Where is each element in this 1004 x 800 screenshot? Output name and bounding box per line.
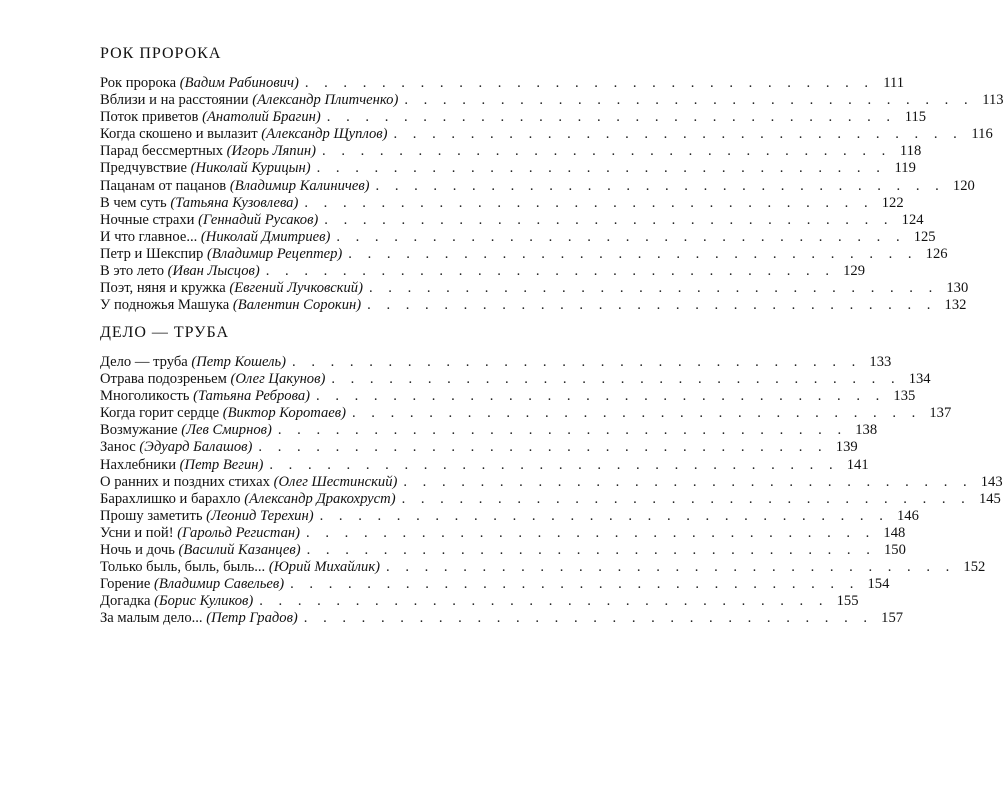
paren-close: ) [292, 610, 298, 627]
entry-text [100, 195, 298, 212]
paren-close: ) [313, 211, 319, 228]
page-number: 130 [946, 280, 969, 297]
entry-title: О ранних и поздних стихах [100, 473, 270, 490]
toc-entry [100, 456, 869, 474]
paren-open: ( [189, 388, 198, 405]
paren-open: ( [177, 422, 187, 439]
entry-text [100, 280, 363, 297]
page-number: 129 [843, 263, 865, 280]
entry-title: Ночные страхи [100, 211, 195, 228]
entry-author: Петр Градов [211, 610, 293, 627]
toc-entry [100, 610, 904, 627]
page-number: 125 [913, 228, 936, 245]
entry-author: Вадим Рабинович [184, 75, 294, 91]
paren-close: ) [337, 245, 343, 262]
paren-close: ) [364, 177, 370, 194]
entry-title: Барахлишко и барахло [100, 490, 241, 507]
dot-leader: . . . . . . . . . . . . . . . . . . . . . . . . . . . . . . [292, 354, 862, 370]
entry-text [100, 542, 301, 559]
paren-open: ( [225, 280, 235, 297]
paren-close: ) [293, 75, 299, 91]
page-number: 143 [980, 473, 1003, 490]
entry-text [100, 75, 299, 92]
paren-close: ) [295, 524, 301, 541]
entry-author: Александр Плитченко [257, 92, 394, 109]
toc-entry [100, 228, 936, 246]
page-number: 154 [867, 576, 890, 593]
entry-author: Александр Щуплов [266, 126, 383, 143]
page-number: 139 [835, 439, 858, 456]
dot-leader: . . . . . . . . . . . . . . . . . . . . . . . . . . . . . . [324, 211, 894, 228]
paren-open: ( [135, 439, 145, 456]
paren-open: ( [166, 194, 176, 211]
entry-title: Когда скошено и вылазит [100, 126, 258, 143]
dot-leader: . . . . . . . . . . . . . . . . . . . . . . . . . . . . . . [316, 388, 886, 405]
page-number: 146 [896, 507, 919, 524]
entry-title: В чем суть [100, 194, 167, 211]
toc-entry [100, 143, 922, 160]
entry-title: Дело — труба [100, 354, 188, 370]
paren-close: ) [325, 228, 331, 245]
paren-open: ( [187, 160, 196, 177]
paren-open: ( [257, 126, 267, 143]
entry-title: Ночь и дочь [100, 542, 175, 559]
dot-leader: . . . . . . . . . . . . . . . . . . . . . . . . . . . . . . [290, 576, 860, 593]
toc-entry [100, 160, 916, 177]
toc-entry [100, 75, 905, 92]
paren-open: ( [202, 507, 212, 524]
entry-author: Юрий Михайлик [273, 559, 376, 576]
entry-title: Парад бессмертных [100, 143, 223, 160]
paren-close: ) [392, 473, 398, 490]
entry-title: Возмужание [100, 422, 178, 439]
toc-entry [100, 524, 906, 542]
entry-author: Петр Кошель [196, 354, 282, 370]
page-number: 119 [894, 160, 916, 177]
entry-title: Пацанам от пацанов [100, 177, 227, 194]
dot-leader: . . . . . . . . . . . . . . . . . . . . . . . . . . . . . . [404, 92, 974, 109]
dot-leader: . . . . . . . . . . . . . . . . . . . . . . . . . . . . . . [258, 439, 828, 456]
paren-open: ( [226, 371, 236, 388]
paren-open: ( [203, 245, 212, 262]
toc-entry [100, 92, 1004, 109]
page-number: 137 [929, 405, 952, 422]
dot-leader: . . . . . . . . . . . . . . . . . . . . . . . . . . . . . . [352, 405, 922, 422]
paren-open: ( [265, 559, 274, 576]
page-number: 113 [982, 92, 1004, 109]
paren-open: ( [176, 75, 185, 91]
entry-title: Горение [100, 576, 151, 593]
page-number: 133 [869, 354, 892, 370]
entry-author: Геннадий Русаков [202, 211, 314, 228]
toc-entry [100, 405, 952, 422]
paren-close: ) [281, 354, 287, 370]
entry-author: Игорь Ляпин [231, 143, 312, 160]
entry-text [100, 508, 314, 525]
dot-leader: . . . . . . . . . . . . . . . . . . . . . . . . . . . . . . [304, 194, 874, 211]
toc-entry [100, 109, 927, 126]
entry-author: Борис Куликов [159, 593, 249, 610]
toc-entry [100, 354, 892, 371]
dot-leader: . . . . . . . . . . . . . . . . . . . . . . . . . . . . . . [348, 245, 918, 262]
entry-text [100, 212, 318, 229]
toc-entry [100, 388, 916, 405]
paren-close: ) [293, 194, 299, 211]
page-number: 155 [836, 593, 859, 610]
entry-text [100, 160, 311, 177]
page-number: 152 [963, 559, 986, 576]
entry-title: Вблизи и на расстоянии [100, 92, 249, 109]
entry-text [100, 229, 330, 246]
entry-author: Владимир Калиничев [234, 177, 365, 194]
entry-text [100, 371, 325, 388]
entry-title: Догадка [100, 593, 151, 610]
toc-entry [100, 439, 858, 456]
paren-close: ) [305, 388, 311, 405]
entry-title: Петр и Шекспир [100, 245, 204, 262]
paren-open: ( [150, 593, 160, 610]
entry-text [100, 246, 342, 263]
entry-title: Многоликость [100, 388, 190, 405]
paren-close: ) [279, 576, 285, 593]
page-number: 120 [952, 177, 975, 194]
entry-text [100, 439, 252, 456]
paren-close: ) [341, 405, 346, 422]
entry-text [100, 143, 316, 160]
paren-open: ( [197, 228, 206, 245]
toc-entry [100, 559, 986, 576]
entry-author: Николай Дмитриев [205, 228, 326, 245]
entry-author: Валентин Сорокин [237, 297, 357, 314]
entry-title: За малым дело... [100, 610, 203, 627]
paren-close: ) [382, 126, 388, 143]
paren-open: ( [194, 211, 203, 228]
dot-leader: . . . . . . . . . . . . . . . . . . . . . . . . . . . . . . [375, 177, 945, 194]
section-delo-truba [100, 323, 1003, 628]
page-number: 111 [883, 75, 905, 91]
dot-leader: . . . . . . . . . . . . . . . . . . . . . . . . . . . . . . [331, 371, 901, 388]
entry-title: Занос [100, 439, 136, 456]
entry-author: Лев Смирнов [186, 422, 267, 439]
paren-open: ( [226, 177, 235, 194]
dot-leader: . . . . . . . . . . . . . . . . . . . . . . . . . . . . . . [269, 456, 839, 473]
entry-title: И что главное... [100, 228, 198, 245]
paren-close: ) [358, 280, 363, 297]
entry-author: Николай Курицын [195, 160, 306, 177]
page-number: 150 [883, 542, 906, 559]
toc-entry [100, 177, 975, 195]
paren-close: ) [375, 559, 381, 576]
page-number: 122 [881, 194, 904, 211]
entry-author: Олег Шестинский [278, 473, 393, 490]
section-rok-proroka [100, 44, 1004, 314]
toc-entry [100, 507, 919, 525]
entry-author: Евгений Лучковский [234, 280, 359, 297]
toc-entry [100, 211, 924, 229]
paren-close: ) [308, 507, 314, 524]
entry-text [100, 422, 272, 439]
entry-author: Владимир Савельев [158, 576, 280, 593]
dot-leader: . . . . . . . . . . . . . . . . . . . . . . . . . . . . . . [322, 143, 892, 160]
dot-leader: . . . . . . . . . . . . . . . . . . . . . . . . . . . . . . [259, 593, 829, 610]
paren-open: ( [219, 405, 228, 422]
page-number: 115 [904, 109, 927, 126]
toc-entry [100, 576, 890, 593]
entry-title: Поэт, няня и кружка [100, 280, 226, 297]
page-number: 134 [908, 371, 931, 388]
toc-list [100, 75, 1004, 314]
entry-title: Предчувствие [100, 160, 188, 177]
page-number: 132 [944, 297, 967, 314]
entry-title: Когда горит сердце [100, 405, 220, 422]
paren-open: ( [198, 109, 207, 126]
paren-close: ) [247, 439, 253, 456]
entry-title: Прошу заметить [100, 507, 203, 524]
paren-open: ( [174, 542, 184, 559]
toc-entry [100, 593, 859, 610]
entry-author: Анатолий Брагин [206, 109, 316, 126]
dot-leader: . . . . . . . . . . . . . . . . . . . . . . . . . . . . . . [306, 524, 876, 541]
page-number: 118 [899, 143, 922, 160]
entry-author: Петр Вегин [184, 456, 259, 473]
entry-text [100, 610, 298, 627]
entry-author: Татьяна Кузовлева [175, 194, 294, 211]
paren-open: ( [173, 524, 183, 541]
dot-leader: . . . . . . . . . . . . . . . . . . . . . . . . . . . . . . [393, 126, 963, 143]
page-number: 141 [846, 456, 869, 473]
entry-title: Отрава подозреньем [100, 371, 227, 388]
toc-entry [100, 280, 969, 297]
entry-title: В это лето [100, 263, 165, 280]
toc-entry [100, 194, 904, 212]
toc-entry [100, 542, 906, 559]
toc-entry [100, 371, 931, 388]
dot-leader: . . . . . . . . . . . . . . . . . . . . . . . . . . . . . . [319, 507, 889, 524]
toc-entry [100, 263, 865, 280]
paren-close: ) [311, 143, 317, 160]
entry-author: Татьяна Реброва [197, 388, 306, 405]
entry-title: Рок пророка [100, 75, 177, 91]
dot-leader: . . . . . . . . . . . . . . . . . . . . . . . . . . . . . . [368, 280, 939, 297]
entry-text [100, 388, 310, 405]
dot-leader: . . . . . . . . . . . . . . . . . . . . . . . . . . . . . . [386, 559, 956, 576]
paren-close: ) [254, 263, 260, 280]
entry-text [100, 576, 284, 593]
entry-author: Виктор Коротаев [227, 405, 342, 422]
paren-open: ( [248, 92, 258, 109]
toc-entry [100, 126, 993, 143]
paren-close: ) [248, 593, 254, 610]
paren-close: ) [390, 490, 396, 507]
toc-entry [100, 297, 967, 314]
entry-author: Гарольд Регистан [182, 524, 296, 541]
entry-title: У подножья Машука [100, 297, 230, 314]
page-number: 148 [883, 524, 906, 541]
entry-author: Василий Казанцев [183, 542, 296, 559]
dot-leader: . . . . . . . . . . . . . . . . . . . . . . . . . . . . . . [277, 422, 848, 439]
paren-open: ( [202, 610, 212, 627]
paren-close: ) [320, 371, 326, 388]
paren-open: ( [269, 473, 279, 490]
entry-author: Иван Лысцов [172, 263, 255, 280]
paren-open: ( [176, 456, 185, 473]
page-number: 157 [881, 610, 904, 627]
entry-text [100, 559, 380, 576]
toc-entry [100, 422, 878, 439]
entry-title: Нахлебники [100, 456, 177, 473]
dot-leader: . . . . . . . . . . . . . . . . . . . . . . . . . . . . . . [316, 160, 886, 177]
entry-text [100, 593, 253, 610]
entry-title: Поток приветов [100, 109, 199, 126]
paren-open: ( [187, 354, 197, 370]
dot-leader: . . . . . . . . . . . . . . . . . . . . . . . . . . . . . . [265, 263, 835, 280]
paren-close: ) [266, 422, 272, 439]
page-number: 138 [855, 422, 878, 439]
paren-open: ( [240, 490, 250, 507]
dot-leader: . . . . . . . . . . . . . . . . . . . . . . . . . . . . . . [303, 610, 874, 627]
entry-title: Усни и пой! [100, 524, 174, 541]
section-title: РОК ПРОРОКА [100, 45, 222, 62]
entry-text [100, 178, 370, 195]
paren-close: ) [315, 109, 321, 126]
entry-text [100, 457, 263, 474]
entry-author: Олег Цакунов [235, 371, 321, 388]
paren-open: ( [229, 297, 238, 314]
entry-author: Леонид Терехин [211, 507, 309, 524]
paren-close: ) [305, 160, 311, 177]
entry-author: Александр Дракохруст [249, 490, 391, 507]
dot-leader: . . . . . . . . . . . . . . . . . . . . . . . . . . . . . . [336, 228, 906, 245]
entry-text [100, 405, 346, 422]
entry-text [100, 491, 396, 508]
page-number: 124 [901, 211, 924, 228]
paren-open: ( [223, 143, 232, 160]
page-number: 116 [971, 126, 993, 143]
section-title: ДЕЛО — ТРУБА [100, 324, 230, 341]
dot-leader: . . . . . . . . . . . . . . . . . . . . . . . . . . . . . . [326, 109, 897, 126]
paren-close: ) [258, 456, 264, 473]
page-number: 126 [925, 245, 948, 262]
dot-leader: . . . . . . . . . . . . . . . . . . . . . . . . . . . . . . [367, 297, 937, 314]
page-number: 145 [978, 490, 1001, 507]
toc-entry [100, 245, 948, 263]
page-number: 135 [893, 388, 916, 405]
paren-open: ( [150, 576, 159, 593]
dot-leader: . . . . . . . . . . . . . . . . . . . . . . . . . . . . . . [403, 473, 973, 490]
dot-leader: . . . . . . . . . . . . . . . . . . . . . . . . . . . . . . [306, 542, 876, 559]
paren-close: ) [356, 297, 362, 314]
entry-text [100, 354, 286, 371]
entry-text [100, 109, 321, 126]
dot-leader: . . . . . . . . . . . . . . . . . . . . . . . . . . . . . . [304, 75, 875, 91]
toc-list [100, 354, 1003, 628]
entry-author: Владимир Рецептер [211, 245, 338, 262]
entry-text [100, 263, 260, 280]
toc-entry [100, 490, 1001, 508]
dot-leader: . . . . . . . . . . . . . . . . . . . . . . . . . . . . . . [401, 490, 971, 507]
paren-close: ) [295, 542, 301, 559]
paren-close: ) [393, 92, 399, 109]
paren-open: ( [164, 263, 173, 280]
entry-text [100, 92, 398, 109]
entry-text [100, 474, 397, 491]
entry-text [100, 126, 388, 143]
entry-title: Только быль, быль, быль... [100, 559, 266, 576]
entry-text [100, 525, 300, 542]
toc-entry [100, 473, 1003, 491]
entry-text [100, 297, 361, 314]
entry-author: Эдуард Балашов [144, 439, 248, 456]
